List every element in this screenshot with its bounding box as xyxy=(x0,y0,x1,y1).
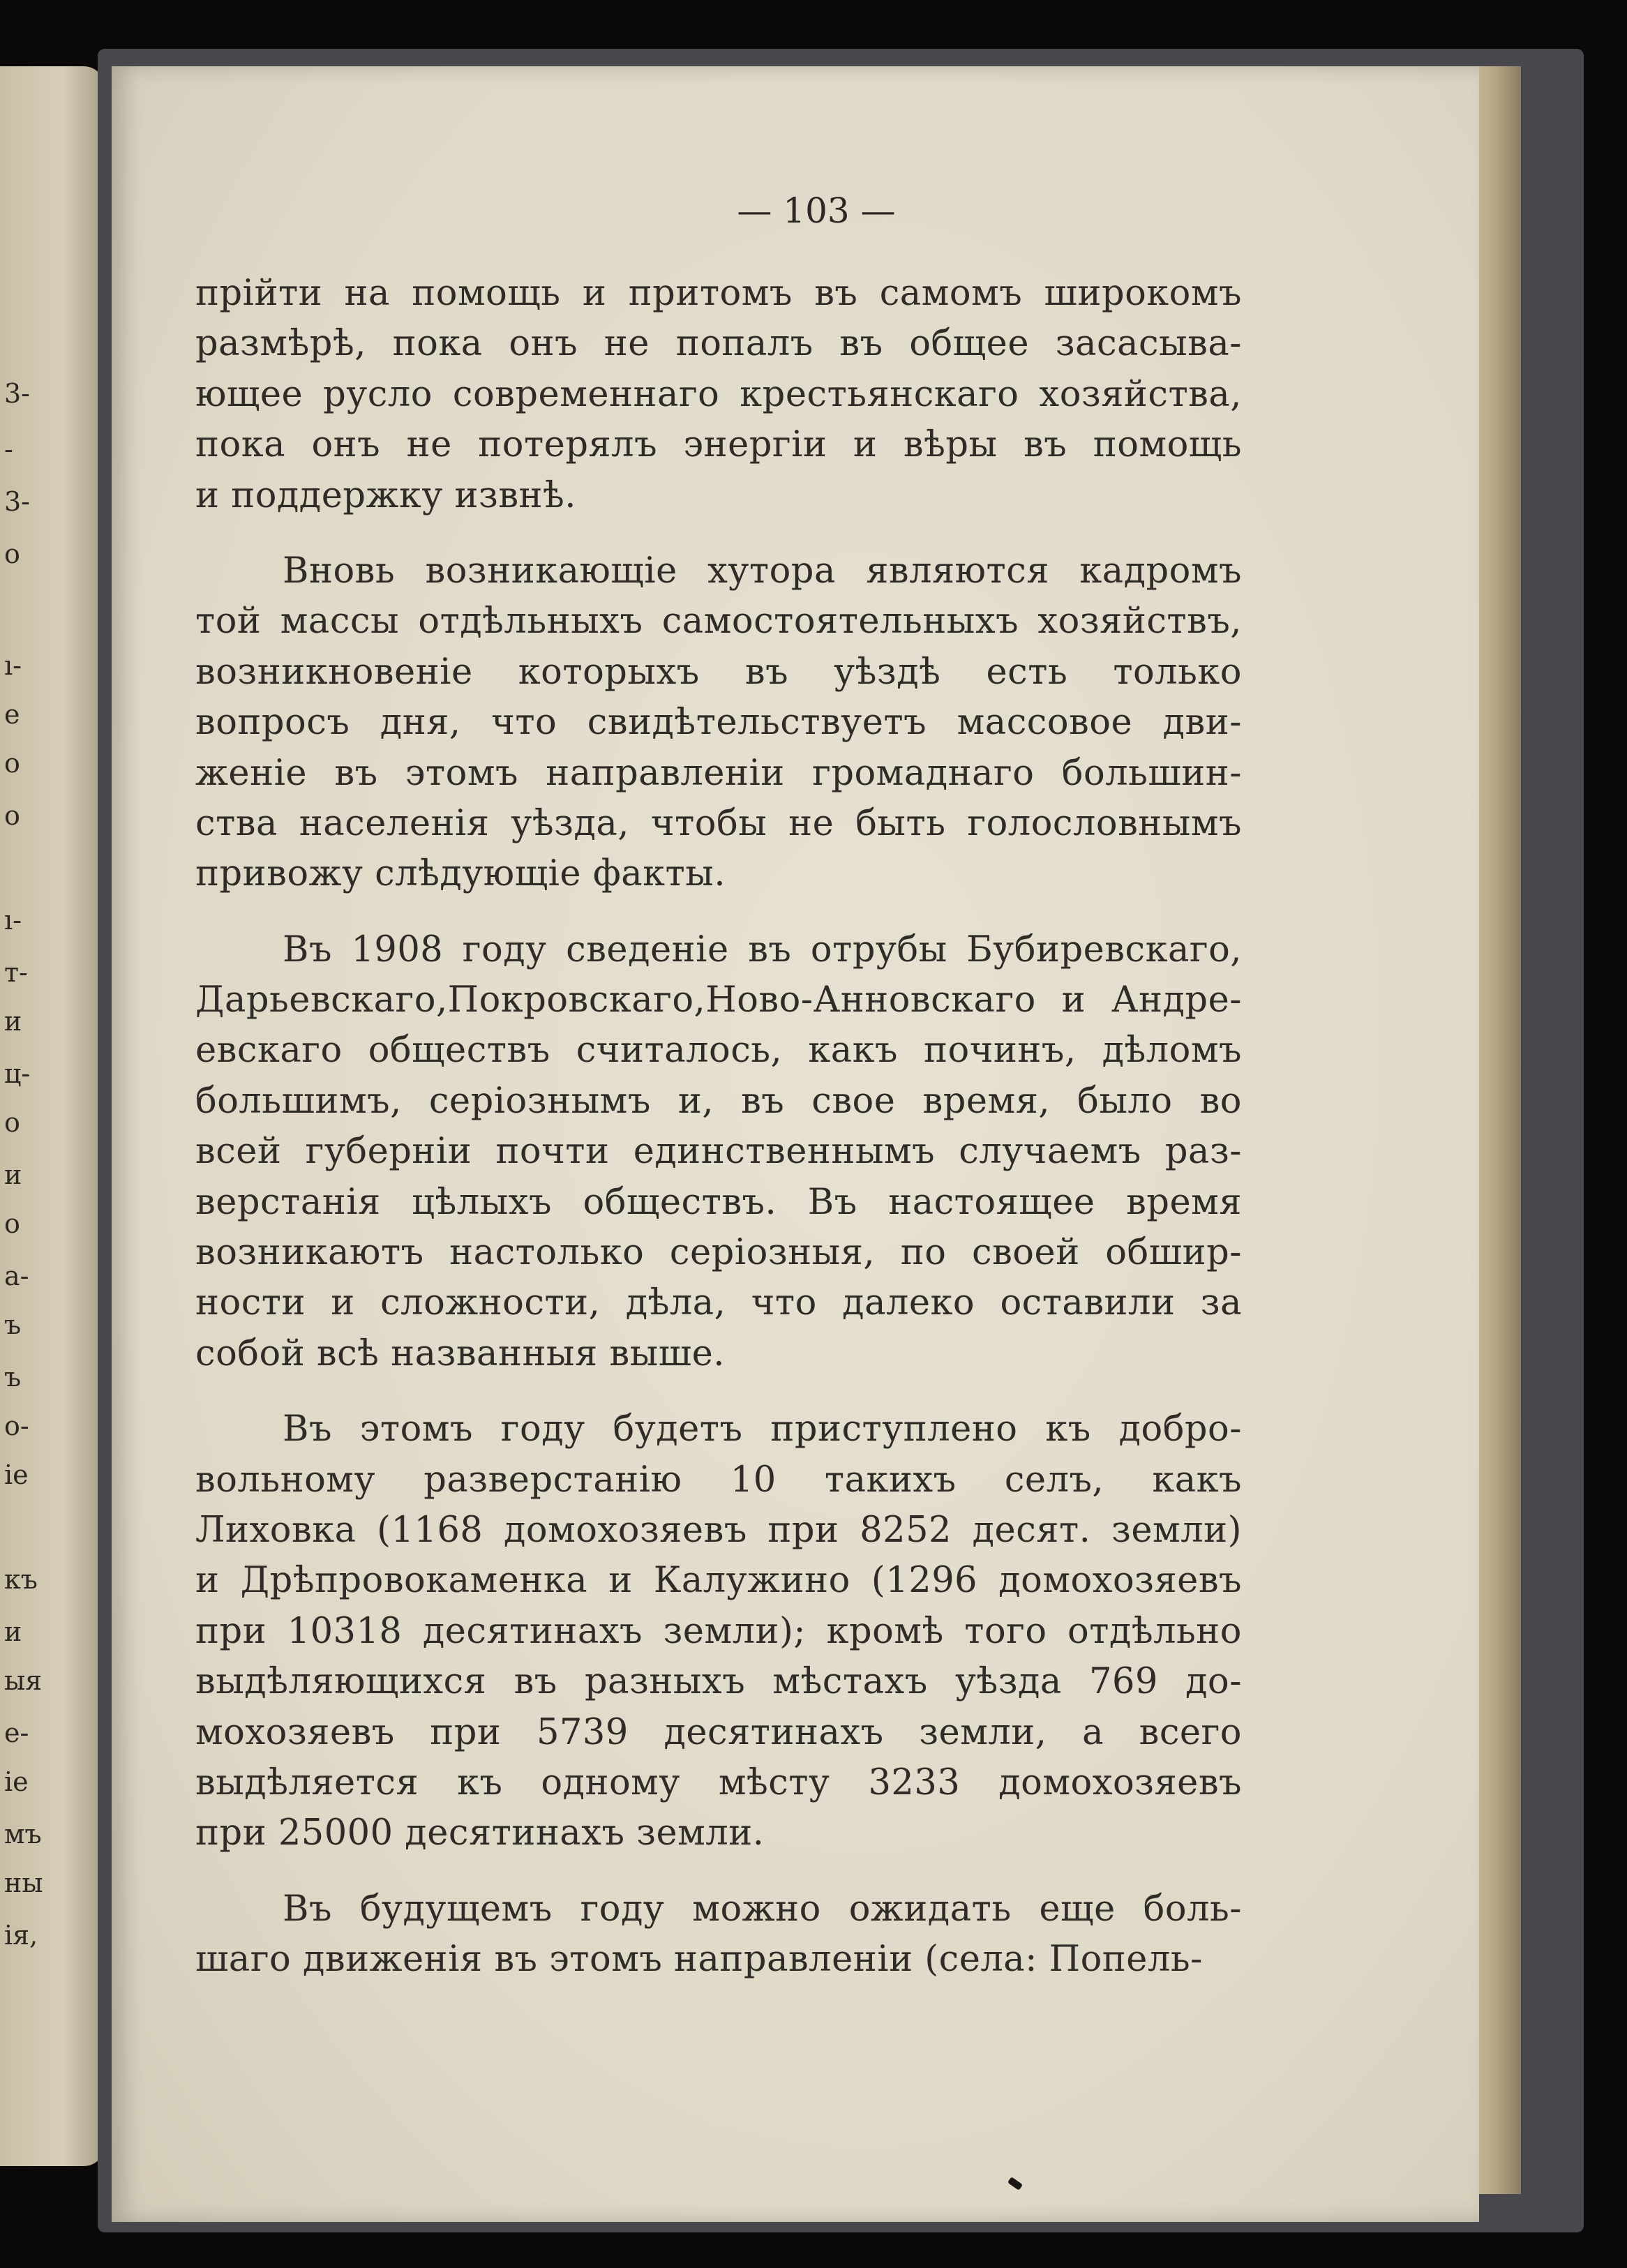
body-text xyxy=(195,269,1242,1985)
left-page-fragment: ı- xyxy=(4,650,22,681)
text-line: ства населенія уѣзда, чтобы не быть голословнымъ xyxy=(195,802,1242,844)
left-page-fragment: е xyxy=(4,699,20,730)
text-line: Въ будущемъ году можно ожидать еще боль- xyxy=(283,1888,1242,1930)
text-line: выдѣляющихся въ разныхъ мѣстахъ уѣзда 769 до- xyxy=(195,1661,1242,1703)
text-line: ности и сложности, дѣла, что далеко оставили за xyxy=(195,1282,1242,1324)
text-line: мохозяевъ при 5739 десятинахъ земли, а всего xyxy=(195,1711,1242,1753)
left-page-fragment: и xyxy=(4,1006,22,1037)
text-line: Въ 1908 году сведеніе въ отрубы Бубиревскаго, xyxy=(283,929,1242,970)
text-line: выдѣляется къ одному мѣсту 3233 домохозяевъ xyxy=(195,1762,1242,1803)
left-page-fragment: т- xyxy=(4,957,28,988)
text-line: большимъ, серіознымъ и, въ свое время, было во xyxy=(195,1080,1242,1122)
text-line: Лиховка (1168 домохозяевъ при 8252 десят. земли) xyxy=(195,1509,1242,1551)
page-number: — 103 — xyxy=(737,190,896,231)
left-page-fragment: ц- xyxy=(4,1058,31,1089)
paragraph-gap xyxy=(195,1379,1242,1404)
left-page-fragment: о xyxy=(4,1208,20,1239)
left-page-fragment: 3- xyxy=(4,378,31,409)
text-line: шаго движенія въ этомъ направленіи (села: Попель- xyxy=(195,1939,1203,1981)
text-line: верстанія цѣлыхъ обществъ. Въ настоящее время xyxy=(195,1181,1242,1223)
right-page xyxy=(112,66,1479,2222)
paragraph xyxy=(195,1884,1242,1985)
left-page-fragment: ı- xyxy=(4,905,22,936)
paragraph xyxy=(195,269,1242,521)
left-page-fragment: и xyxy=(4,1616,22,1647)
text-line: Вновь возникающіе хутора являются кадромъ xyxy=(283,550,1242,592)
left-page-fragment: ъ xyxy=(4,1362,22,1392)
paragraph-gap xyxy=(195,521,1242,546)
text-line: пока онъ не потерялъ энергіи и вѣры въ помощь xyxy=(195,424,1242,466)
left-page-fragment: къ xyxy=(4,1564,38,1595)
text-line: и Дрѣпровокаменка и Калужино (1296 домохозяевъ xyxy=(195,1560,1242,1602)
text-line: привожу слѣдующіе факты. xyxy=(195,853,726,895)
left-page-fragment: а- xyxy=(4,1261,29,1291)
text-line: всей губерніи почти единственнымъ случаемъ раз- xyxy=(195,1131,1242,1173)
left-page-fragment: о xyxy=(4,800,20,831)
left-page-fragment: іе xyxy=(4,1766,29,1797)
paragraph-gap xyxy=(195,900,1242,925)
text-line: прійти на помощь и притомъ въ самомъ широкомъ xyxy=(195,273,1242,314)
left-page-fragment: о xyxy=(4,1107,20,1138)
text-line: возникаютъ настолько серіозныя, по своей обшир- xyxy=(195,1232,1242,1274)
text-line: евскаго обществъ считалось, какъ починъ, дѣломъ xyxy=(195,1030,1242,1072)
left-page-fragment: о xyxy=(4,748,20,779)
text-line: вольному разверстанію 10 такихъ селъ, какъ xyxy=(195,1459,1242,1501)
left-page-fragment: мъ xyxy=(4,1819,42,1849)
left-page-fragment: ны xyxy=(4,1868,43,1898)
text-line: собой всѣ названныя выше. xyxy=(195,1332,726,1374)
text-line: возникновеніе которыхъ въ уѣздѣ есть только xyxy=(195,651,1242,693)
text-line: Дарьевскаго,Покровскаго,Ново-Анновскаго и Андре- xyxy=(195,979,1242,1021)
left-page-fragment: и xyxy=(4,1159,22,1190)
text-line: размѣрѣ, пока онъ не попалъ въ общее засасыва- xyxy=(195,323,1242,365)
paragraph xyxy=(195,1404,1242,1859)
left-page-fragment: ъ xyxy=(4,1309,22,1340)
text-line: той массы отдѣльныхъ самостоятельныхъ хозяйствъ, xyxy=(195,601,1242,643)
left-page-fragment: о xyxy=(4,539,20,569)
paragraph xyxy=(195,546,1242,900)
paragraph xyxy=(195,925,1242,1380)
text-line: при 10318 десятинахъ земли); кромѣ того отдѣльно xyxy=(195,1610,1242,1652)
left-page-fragment: 3- xyxy=(4,486,31,517)
left-page-fragment: ія, xyxy=(4,1920,38,1951)
text-line: ющее русло современнаго крестьянскаго хозяйства, xyxy=(195,373,1242,415)
paragraph-gap xyxy=(195,1859,1242,1884)
text-line: при 25000 десятинахъ земли. xyxy=(195,1812,765,1854)
left-page-fragment: е- xyxy=(4,1718,29,1748)
text-line: женіе въ этомъ направленіи громаднаго большин- xyxy=(195,752,1242,794)
left-page-fragment: - xyxy=(4,434,13,465)
ink-speck xyxy=(1007,2177,1023,2191)
text-line: Въ этомъ году будетъ приступлено къ добро- xyxy=(283,1409,1242,1450)
left-page-fragment: о- xyxy=(4,1411,29,1441)
left-page-fragment: іе xyxy=(4,1459,29,1490)
text-line: и поддержку извнѣ. xyxy=(195,474,577,516)
left-page-fragment: ыя xyxy=(4,1665,43,1696)
text-line: вопросъ дня, что свидѣтельствуетъ массовое дви- xyxy=(195,702,1242,744)
